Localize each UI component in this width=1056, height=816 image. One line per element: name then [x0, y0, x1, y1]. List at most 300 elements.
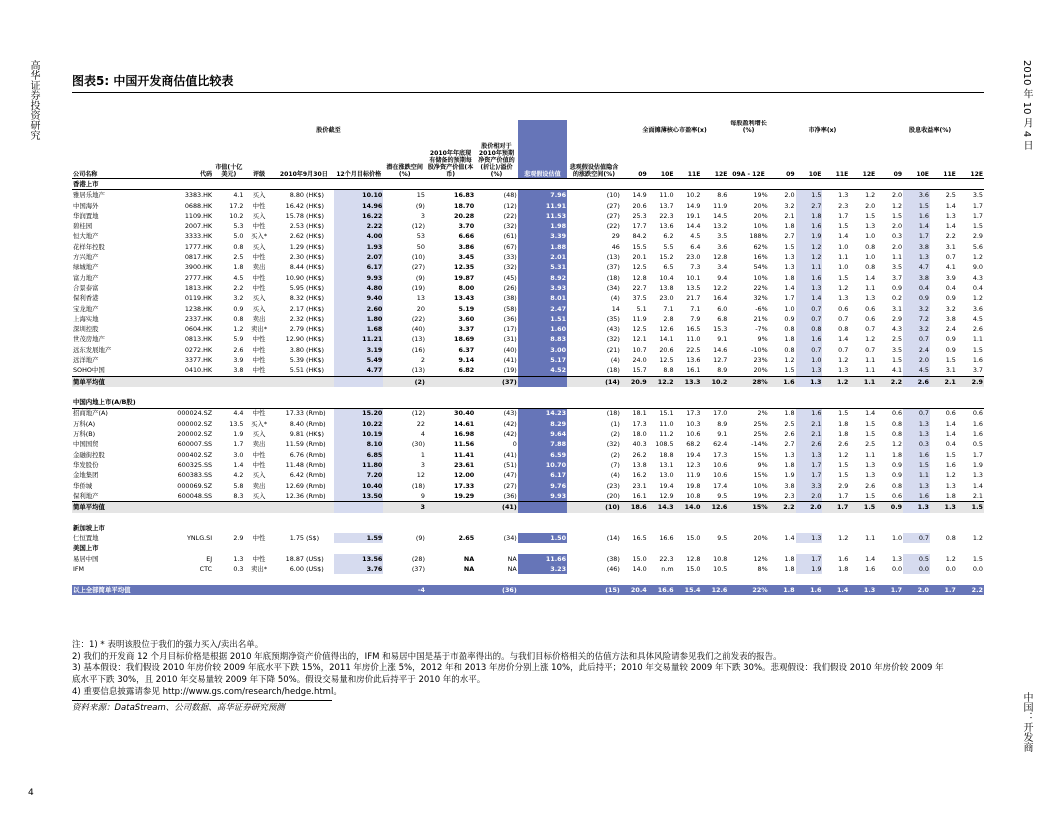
table-cell: 20.28: [454, 211, 475, 220]
table-cell: 买入*: [251, 419, 268, 428]
table-cell: 4.2: [233, 471, 244, 480]
table-cell: [155, 585, 213, 595]
table-cell: 1.6: [838, 554, 849, 563]
table-cell: 3.8: [903, 242, 930, 252]
table-cell: 2.5: [233, 253, 244, 262]
table-cell: 13.43: [454, 294, 475, 303]
table-cell: 华侨城: [73, 481, 93, 490]
table-cell: 12.5: [632, 325, 647, 334]
table-cell: 1.75: [289, 534, 304, 543]
table-cell: 1.5: [838, 409, 849, 418]
table-cell: 4.52: [518, 365, 567, 376]
table-cell: 1.8: [838, 564, 849, 573]
table-cell: (10): [411, 253, 425, 262]
header-eps-growth: 每股盈利增长(%): [730, 120, 767, 134]
table-row: [72, 491, 984, 502]
table-cell: [334, 502, 383, 513]
table-cell: 11.9: [713, 201, 728, 210]
table-cell: 1.3: [784, 450, 795, 459]
table-cell: 中国国贸: [73, 440, 99, 449]
table-cell: 10.5: [713, 564, 728, 573]
table-cell: 19.29: [454, 491, 475, 500]
table-cell: 1.2: [233, 325, 244, 334]
table-cell: [213, 502, 244, 513]
table-cell: 1.8: [891, 450, 903, 459]
section-header: [72, 543, 984, 553]
table-cell: 1.6: [865, 564, 876, 573]
table-cell: 中性: [252, 460, 266, 469]
table-cell: 1.93: [334, 242, 383, 252]
table-cell: 中性: [252, 409, 266, 418]
table-cell: 14.4: [686, 222, 701, 231]
table-cell: 14.23: [518, 408, 567, 419]
table-cell: 1.8: [784, 554, 795, 563]
table-cell: 1.6: [796, 408, 823, 419]
table-cell: 招商地产(A): [73, 409, 108, 418]
table-cell: 2.2: [876, 376, 903, 387]
table-cell: 1.68: [334, 324, 383, 334]
table-cell: 3.19: [334, 345, 383, 355]
table-cell: 8.9: [717, 419, 728, 428]
table-cell: 3.5: [717, 232, 728, 241]
table-row: [72, 252, 984, 262]
table-cell: 5.39: [289, 355, 304, 364]
table-cell: (22): [606, 222, 620, 231]
table-cell: 1.3: [796, 450, 823, 460]
table-cell: 11.21: [334, 334, 383, 344]
table-cell: 1.4: [865, 273, 876, 282]
table-cell: [244, 585, 273, 595]
table-cell: 2.07: [334, 252, 383, 262]
table-cell: 0.7: [865, 325, 876, 334]
table-cell: 0.4: [903, 283, 930, 293]
table-cell: 16.22: [334, 211, 383, 221]
table-cell: 1.3: [233, 554, 244, 563]
table-cell: NA: [463, 554, 475, 563]
table-cell: 0.9: [903, 293, 930, 303]
table-cell: (10): [606, 191, 620, 200]
table-cell: (23): [606, 481, 620, 490]
table-cell: 16.2: [632, 471, 647, 480]
table-cell: 买入: [252, 191, 266, 200]
table-cell: 1.5: [838, 222, 849, 231]
table-cell: 买入*: [251, 232, 268, 241]
table-cell: 17.4: [713, 481, 728, 490]
table-cell: 1.0: [784, 304, 795, 313]
table-cell: [334, 585, 383, 595]
table-cell: 1.3: [903, 252, 930, 262]
table-cell: [213, 376, 244, 387]
table-cell: 1.2: [784, 355, 795, 364]
table-cell: 1.1: [865, 366, 876, 375]
table-cell: (35): [606, 314, 620, 323]
table-cell: 3.0: [233, 450, 244, 459]
table-cell: 1.2: [838, 534, 849, 543]
table-cell: 12.8: [686, 554, 701, 563]
table-cell: 1.1: [903, 470, 930, 480]
table-cell: 0.6: [838, 304, 849, 313]
table-cell: 1.3: [891, 554, 903, 563]
table-cell: 宝龙地产: [73, 304, 99, 313]
table-cell: 9.93: [518, 491, 567, 502]
table-cell: 20%: [753, 366, 768, 375]
table-row: [72, 429, 984, 439]
table-cell: 22.5: [686, 345, 701, 354]
table-cell: 1.3: [796, 365, 823, 376]
table-cell: (9): [415, 534, 425, 543]
table-cell: 11.0: [659, 419, 674, 428]
table-cell: 0.5: [972, 440, 983, 449]
table-cell: [518, 376, 567, 387]
table-cell: 0.7: [838, 314, 849, 323]
table-row: [72, 221, 984, 231]
table-cell: 7.9: [690, 314, 701, 323]
section-title: 新加坡上市: [73, 523, 105, 532]
table-cell: 1.60: [518, 324, 567, 334]
table-cell: 16.42: [285, 201, 304, 210]
table-cell: 11.66: [518, 554, 567, 564]
table-cell: 84.2: [632, 232, 647, 241]
table-cell: 9.40: [334, 293, 383, 303]
table-cell: 1.7: [233, 440, 244, 449]
table-cell: 上海实地: [73, 314, 99, 323]
table-cell: 10.8: [713, 554, 728, 563]
table-cell: 碧桂园: [73, 222, 93, 231]
table-cell: -14%: [751, 440, 768, 449]
table-cell: 1.5: [903, 460, 930, 470]
table-cell: 3377.HK: [184, 355, 213, 364]
table-cell: 21%: [753, 314, 768, 323]
table-cell: (22): [503, 211, 517, 220]
table-cell: 0.8: [233, 314, 244, 323]
table-cell: 3.5: [891, 263, 903, 272]
table-cell: 0813.HK: [184, 335, 213, 344]
table-cell: 合景泰富: [73, 283, 99, 292]
table-cell: 16.1: [686, 366, 701, 375]
table-cell: 8.83: [518, 334, 567, 344]
header-pess-space: 悲观假设估值隐含的涨跌空间(%): [569, 164, 619, 178]
table-cell: 15%: [753, 471, 768, 480]
table-cell: 000002.SZ: [177, 419, 213, 428]
col-growth: 09A - 12E: [732, 171, 765, 178]
table-cell: 1.1: [891, 253, 903, 262]
table-cell: 8.40: [289, 419, 304, 428]
table-cell: 18.6: [621, 502, 648, 513]
table-cell: 1.3: [838, 366, 849, 375]
table-cell: 0.6: [891, 409, 903, 418]
table-cell: 2.6: [233, 345, 244, 354]
table-cell: 远东发展地产: [73, 345, 112, 354]
table-cell: (34): [503, 534, 517, 543]
table-cell: 卖出*: [251, 564, 268, 573]
table-cell: (34): [606, 283, 620, 292]
table-cell: (42): [503, 430, 517, 439]
table-cell: 2.0: [796, 502, 823, 513]
table-cell: 2.5: [945, 191, 956, 200]
table-cell: (HK$): [305, 304, 325, 313]
table-cell: 9.76: [518, 481, 567, 491]
table-cell: 6.37: [458, 345, 475, 354]
table-cell: 3.3: [796, 481, 823, 491]
table-cell: 1.3: [865, 471, 876, 480]
section-title: 中国内地上市(A/B股): [72, 397, 984, 408]
table-cell: (Rmb): [305, 491, 326, 500]
col-pb-10e: 10E: [808, 171, 822, 178]
table-cell: (31): [503, 335, 517, 344]
table-cell: n.m: [661, 564, 674, 573]
table-cell: 1813.HK: [184, 283, 213, 292]
table-cell: [426, 376, 475, 387]
table-cell: -10%: [751, 345, 768, 354]
table-cell: (43): [606, 325, 620, 334]
table-cell: 0.9: [891, 283, 903, 292]
table-cell: 3.2: [903, 324, 930, 334]
table-cell: 23%: [753, 355, 768, 364]
col-dy-11e: 11E: [943, 171, 956, 178]
table-cell: 11.0: [686, 335, 701, 344]
header-pe-group: 全面摊薄核心市盈率(x): [642, 126, 707, 134]
table-cell: 1.3: [838, 191, 849, 200]
table-cell: 10.8: [686, 491, 701, 500]
table-cell: (22): [411, 314, 425, 323]
table-cell: 中性: [252, 253, 266, 262]
table-cell: [244, 376, 273, 387]
table-cell: (40): [503, 345, 517, 354]
table-cell: 2.65: [458, 534, 475, 543]
table-cell: 7.96: [518, 190, 567, 201]
table-cell: 1.6: [796, 334, 823, 344]
table-cell: 1.8: [784, 460, 795, 469]
table-cell: 1.1: [838, 253, 849, 262]
table-cell: (HK$): [305, 335, 325, 344]
table-cell: 卖出: [252, 314, 266, 323]
col-pe-12e: 12E: [714, 171, 728, 178]
table-cell: 8.32: [289, 294, 304, 303]
table-cell: 10.2: [686, 191, 701, 200]
table-cell: (9): [415, 273, 425, 282]
table-cell: (32): [503, 263, 517, 272]
table-cell: 2.3: [838, 201, 849, 210]
header-price-group: 股价截至: [316, 126, 341, 134]
table-cell: (HK$): [305, 325, 325, 334]
table-cell: 0.9: [891, 471, 903, 480]
table-cell: 远洋地产: [73, 355, 99, 364]
table-cell: 1.2: [891, 440, 903, 449]
table-cell: 13.2: [713, 222, 728, 231]
table-cell: 2: [420, 355, 425, 364]
table-cell: (19): [411, 283, 425, 292]
table-cell: 15.3: [713, 325, 728, 334]
table-cell: 1.5: [838, 471, 849, 480]
table-cell: (2): [383, 376, 426, 387]
table-cell: 22%: [728, 585, 768, 595]
table-cell: 600048.SS: [177, 491, 213, 500]
table-cell: 20.6: [659, 345, 674, 354]
table-cell: 12.2: [648, 376, 675, 387]
table-cell: 3.1: [945, 366, 956, 375]
table-cell: (67): [503, 242, 517, 251]
table-cell: 6.82: [458, 366, 475, 375]
table-cell: 2.6: [972, 325, 983, 334]
col-pb-09: 09: [786, 171, 795, 178]
table-cell: 6.00: [289, 564, 304, 573]
table-cell: 2.1: [796, 429, 823, 439]
table-cell: (16): [411, 345, 425, 354]
table-cell: 0.0: [945, 564, 956, 573]
table-cell: 万科(A): [73, 419, 96, 428]
table-cell: 6.2: [663, 232, 674, 241]
table-cell: 1.5: [849, 502, 876, 513]
note-2: 2) 我们的开发商 12 个月目标价格是根据 2010 年底预期净资产价值得出的，IFM 和易居中国是基于市盈率得出的。与我们目标价格相关的估值方法和具体风险请参见我们之前发表的报告。: [72, 651, 782, 662]
table-cell: (Rmb): [305, 450, 326, 459]
table-cell: 方兴地产: [73, 253, 99, 262]
table-cell: 12.6: [659, 325, 674, 334]
table-cell: 1.3: [849, 585, 876, 595]
table-cell: 16.83: [454, 191, 475, 200]
table-cell: 简单平均值: [72, 502, 155, 513]
table-cell: 保利香港: [73, 294, 99, 303]
table-row: [72, 262, 984, 272]
table-cell: [334, 376, 383, 387]
table-cell: 0.0: [972, 564, 983, 573]
table-cell: 2.0: [891, 242, 903, 251]
table-cell: 1.1: [865, 355, 876, 364]
table-cell: (30): [411, 440, 425, 449]
table-cell: (HK$): [305, 283, 325, 292]
table-cell: 1.5: [945, 450, 956, 459]
table-cell: 0.8: [945, 534, 956, 543]
table-cell: 绿城地产: [73, 263, 99, 272]
table-row: [72, 408, 984, 419]
col-dy-12e: 12E: [970, 171, 983, 178]
table-row: [72, 554, 984, 564]
table-cell: 15.1: [659, 409, 674, 418]
table-cell: (41): [503, 450, 517, 459]
table-cell: 2.62: [289, 232, 304, 241]
table-cell: 14.6: [713, 345, 728, 354]
table-cell: 1.6: [903, 450, 930, 460]
table-cell: 20.1: [632, 253, 647, 262]
table-cell: 2.0: [903, 355, 930, 365]
col-pe-11e: 11E: [687, 171, 701, 178]
table-cell: 17.7: [632, 222, 647, 231]
table-cell: 以上全部简单平均值: [72, 585, 155, 595]
table-cell: 0.9: [233, 304, 244, 313]
table-cell: 1.8: [784, 273, 795, 282]
table-cell: 20%: [753, 534, 768, 543]
table-cell: 18.0: [632, 430, 647, 439]
table-cell: (HK$): [305, 273, 325, 282]
table-cell: 0.8: [891, 430, 903, 439]
table-cell: 5.0: [233, 232, 244, 241]
table-row: [72, 355, 984, 365]
table-cell: 2.5: [865, 440, 876, 449]
table-cell: 1.6: [972, 355, 983, 364]
table-cell: 108.5: [655, 440, 674, 449]
section-header: [72, 179, 984, 190]
table-cell: 1.8: [838, 419, 849, 428]
table-cell: 7.2: [903, 314, 930, 324]
table-cell: 1.2: [972, 294, 983, 303]
table-cell: 1.1: [796, 262, 823, 272]
col-pb-11e: 11E: [835, 171, 849, 178]
table-cell: 13.0: [659, 471, 674, 480]
table-cell: 1.7: [822, 502, 849, 513]
table-cell: 22.7: [632, 283, 647, 292]
table-cell: 0.6: [945, 409, 956, 418]
table-cell: (28): [411, 554, 425, 563]
table-cell: 12.2: [713, 283, 728, 292]
table-cell: 17.3: [713, 450, 728, 459]
table-cell: (HK$): [305, 253, 325, 262]
table-cell: 2.17: [289, 304, 304, 313]
table-cell: 10.90: [285, 273, 304, 282]
table-cell: 1.2: [822, 376, 849, 387]
table-cell: 3.9: [945, 273, 956, 282]
table-cell: (US$): [305, 564, 324, 573]
table-cell: 1238.HK: [184, 304, 213, 313]
table-cell: 2.01: [518, 252, 567, 262]
table-cell: 3383.HK: [184, 191, 213, 200]
table-cell: 1.1: [865, 450, 876, 459]
table-cell: (38): [503, 294, 517, 303]
note-3b: 底水平下跌 30%，且 2010 年交易量较 2009 年下降 50%。假设交易量和房价此后持平于 2010 年的水平。: [72, 675, 486, 686]
table-cell: 3: [420, 460, 425, 469]
table-cell: 15.7: [632, 366, 647, 375]
table-cell: 8.29: [518, 419, 567, 429]
table-cell: 14: [611, 304, 620, 313]
table-cell: 0817.HK: [184, 253, 213, 262]
table-cell: (14): [606, 534, 620, 543]
table-cell: (42): [503, 419, 517, 428]
table-cell: 0.8: [784, 345, 795, 354]
table-cell: 600383.SS: [177, 471, 213, 480]
table-cell: 仁恒置地: [73, 534, 99, 543]
table-cell: 中性: [252, 534, 266, 543]
table-cell: 1.4: [972, 481, 983, 490]
table-cell: 12.9: [659, 491, 674, 500]
table-cell: 5.19: [458, 304, 475, 313]
table-cell: 1.4: [945, 419, 956, 428]
table-cell: 1.6: [796, 585, 823, 595]
table-cell: [518, 502, 567, 513]
table-cell: 花样年控股: [73, 242, 105, 251]
table-cell: 14.9: [686, 201, 701, 210]
table-cell: 0.3: [903, 439, 930, 449]
table-cell: 1.3: [903, 502, 930, 513]
table-body: [72, 179, 984, 595]
table-cell: 0.9: [945, 294, 956, 303]
table-cell: 1.88: [518, 242, 567, 252]
table-cell: 8%: [757, 564, 768, 573]
table-cell: (37): [411, 564, 425, 573]
table-cell: 12.36: [285, 491, 304, 500]
table-cell: 2.1: [784, 211, 795, 220]
table-cell: 2.2: [233, 283, 244, 292]
table-cell: 23.0: [686, 253, 701, 262]
table-cell: 6.59: [518, 450, 567, 460]
table-cell: 中性: [252, 222, 266, 231]
table-cell: 2.9: [891, 314, 903, 323]
col-dy-10e: 10E: [916, 171, 929, 178]
table-cell: 16.5: [632, 534, 647, 543]
table-cell: 0.6: [865, 304, 876, 313]
table-cell: [274, 502, 305, 513]
table-cell: 0.8: [865, 242, 876, 251]
table-row: [72, 283, 984, 293]
table-cell: (HK$): [305, 294, 325, 303]
table-cell: 21.7: [686, 294, 701, 303]
